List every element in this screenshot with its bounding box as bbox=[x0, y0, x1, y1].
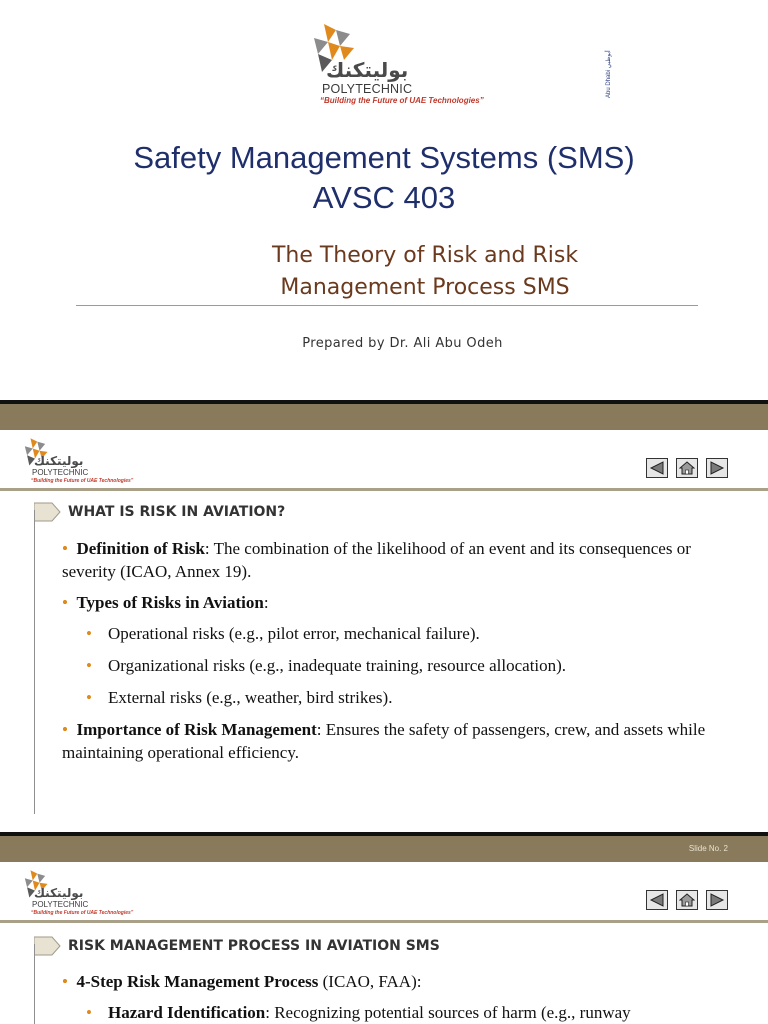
header-divider bbox=[0, 488, 768, 491]
logo-location-text: Abu Dhabi أبوظبي bbox=[606, 50, 612, 98]
left-divider bbox=[34, 510, 35, 814]
logo-tagline: “Building the Future of UAE Technologies” bbox=[31, 478, 134, 484]
slide-body bbox=[62, 537, 742, 772]
heading-text: RISK MANAGEMENT PROCESS IN AVIATION SMS bbox=[68, 938, 440, 954]
home-icon bbox=[679, 893, 695, 907]
sub-bullet-external bbox=[86, 686, 742, 709]
bullet-icon: • bbox=[62, 593, 68, 612]
slide-heading bbox=[34, 934, 734, 958]
next-slide-button[interactable] bbox=[706, 890, 728, 910]
bullet-text: Operational risks (e.g., pilot error, mechanical failure). bbox=[108, 624, 480, 643]
bullet-types bbox=[62, 591, 742, 614]
logo-english-text: POLYTECHNIC bbox=[32, 468, 89, 477]
logo-arabic-text: بوليتكنك bbox=[326, 58, 409, 82]
sub-bullet-hazard bbox=[86, 1001, 742, 1024]
bullet-text: : bbox=[263, 593, 269, 612]
slide-header bbox=[0, 430, 768, 490]
bullet-definition bbox=[62, 537, 742, 583]
arrow-right-icon bbox=[709, 461, 725, 475]
bullet-text: : Recognizing potential sources of harm (e.g., runway bbox=[265, 1003, 631, 1022]
left-divider bbox=[34, 944, 35, 1024]
bullet-icon: • bbox=[62, 539, 68, 558]
sub-bullet-organizational bbox=[86, 654, 742, 677]
slide-header bbox=[0, 862, 768, 922]
subtitle-line-2: Management Process SMS bbox=[280, 275, 570, 300]
slide-nav bbox=[646, 458, 728, 478]
home-icon bbox=[679, 461, 695, 475]
bullet-importance bbox=[62, 718, 742, 764]
arrow-left-icon bbox=[649, 893, 665, 907]
slide-heading bbox=[34, 500, 734, 524]
previous-slide-button[interactable] bbox=[646, 890, 668, 910]
polytechnic-logo-small bbox=[18, 436, 134, 486]
bullet-icon: • bbox=[62, 720, 68, 739]
bullet-term: Types of Risks in Aviation bbox=[76, 593, 264, 612]
header-divider bbox=[0, 920, 768, 923]
arrow-right-icon bbox=[709, 893, 725, 907]
title-divider bbox=[76, 305, 698, 306]
heading-arrow-icon bbox=[34, 936, 62, 956]
logo-english-text: POLYTECHNIC bbox=[32, 900, 89, 909]
sub-bullet-operational bbox=[86, 622, 742, 645]
slide-top-bar bbox=[0, 400, 768, 430]
heading-arrow-icon bbox=[34, 502, 62, 522]
bullet-text: : Ensures the safety of passengers, crew, and assets while maintaining operational efficiency. bbox=[62, 720, 706, 762]
bullet-term: Hazard Identification bbox=[108, 1003, 266, 1022]
title-slide bbox=[0, 0, 768, 400]
bullet-text: (ICAO, FAA): bbox=[318, 972, 422, 991]
presentation-title: Safety Management Systems (SMS) bbox=[133, 140, 635, 175]
polytechnic-logo-small bbox=[18, 868, 134, 918]
logo-tagline: “Building the Future of UAE Technologies” bbox=[320, 96, 484, 105]
slide-nav bbox=[646, 890, 728, 910]
logo-tagline: “Building the Future of UAE Technologies” bbox=[31, 910, 134, 916]
previous-slide-button[interactable] bbox=[646, 458, 668, 478]
home-slide-button[interactable] bbox=[676, 458, 698, 478]
logo-english-text: POLYTECHNIC bbox=[322, 82, 413, 96]
bullet-process bbox=[62, 970, 742, 993]
logo-arabic-text: بوليتكنك bbox=[34, 454, 84, 468]
bullet-term: Definition of Risk bbox=[76, 539, 205, 558]
next-slide-button[interactable] bbox=[706, 458, 728, 478]
logo-arabic-text: بوليتكنك bbox=[34, 886, 84, 900]
bullet-text: External risks (e.g., weather, bird strikes). bbox=[108, 688, 393, 707]
slide-2 bbox=[0, 400, 768, 834]
bullet-term: Importance of Risk Management bbox=[76, 720, 317, 739]
slide-number: Slide No. 2 bbox=[688, 844, 728, 853]
bullet-text: : The combination of the likelihood of an event and its consequences or severity (ICAO, Annex 19). bbox=[62, 539, 691, 581]
heading-text: WHAT IS RISK IN AVIATION? bbox=[68, 504, 286, 520]
subtitle-line-1: The Theory of Risk and Risk bbox=[271, 243, 579, 268]
slide-3 bbox=[0, 832, 768, 1024]
slide-body bbox=[62, 970, 742, 1024]
home-slide-button[interactable] bbox=[676, 890, 698, 910]
course-code: AVSC 403 bbox=[312, 180, 456, 215]
bullet-term: 4-Step Risk Management Process bbox=[76, 972, 319, 991]
prepared-by: Prepared by Dr. Ali Abu Odeh bbox=[302, 336, 503, 351]
arrow-left-icon bbox=[649, 461, 665, 475]
bullet-icon: • bbox=[62, 972, 68, 991]
presentation-subtitle bbox=[0, 240, 768, 304]
bullet-text: Organizational risks (e.g., inadequate training, resource allocation). bbox=[108, 656, 567, 675]
slide-top-bar bbox=[0, 832, 768, 862]
